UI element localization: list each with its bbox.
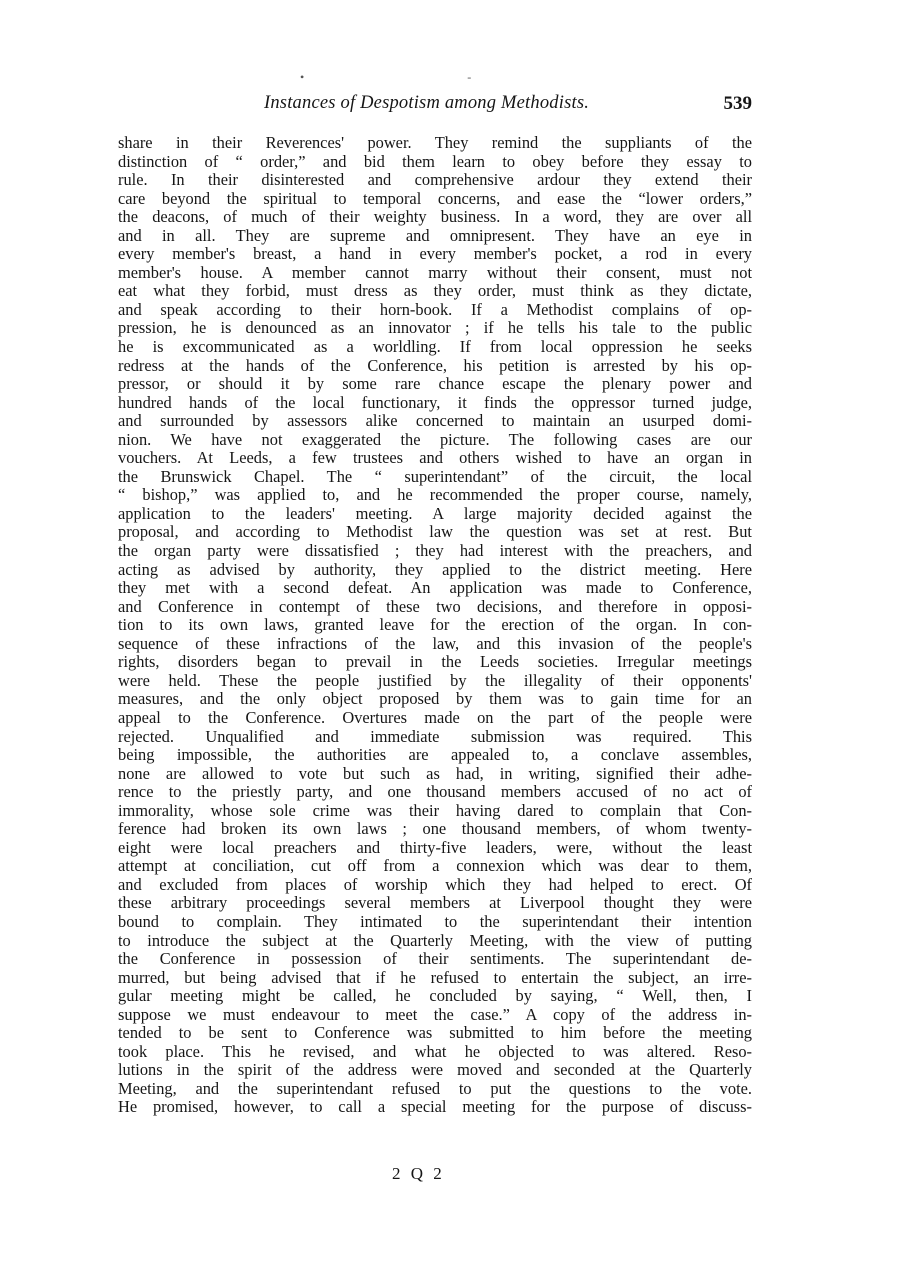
text-line: the organ party were dissatisfied ; they had interest with the preachers, and (118, 542, 752, 561)
signature-mark: 2 Q 2 (392, 1164, 445, 1183)
text-line: measures, and the only object proposed by them was to gain time for an (118, 690, 752, 709)
text-line: he is excommunicated as a worldling. If from local oppression he seeks (118, 338, 752, 357)
text-line: the Brunswick Chapel. The “ superintendant” of the circuit, the local (118, 467, 752, 486)
text-line: were held. These the people justified by the illegality of their opponents' (118, 671, 752, 690)
running-title: Instances of Despotism among Methodists. (264, 93, 590, 113)
text-line: proposal, and according to Methodist law the question was set at rest. But (118, 523, 752, 542)
text-line: to introduce the subject at the Quarterly Meeting, with the view of putting (118, 931, 752, 950)
text-line: attempt at conciliation, cut off from a connexion which was dear to them, (118, 857, 752, 876)
text-line: member's house. A member cannot marry without their consent, must not (118, 263, 752, 282)
text-line: nion. We have not exaggerated the picture. The following cases are our (118, 430, 752, 449)
text-line: redress at the hands of the Conference, his petition is arrested by his op- (118, 356, 752, 375)
text-line: gular meeting might be called, he concluded by saying, “ Well, then, I (118, 987, 752, 1006)
text-line: and speak according to their horn-book. If a Methodist complains of op- (118, 300, 752, 319)
text-line: tended to be sent to Conference was submitted to him before the meeting (118, 1024, 752, 1043)
text-line: and surrounded by assessors alike concerned to maintain an usurped domi- (118, 412, 752, 431)
text-line: rejected. Unqualified and immediate submission was required. This (118, 727, 752, 746)
text-line: ference had broken its own laws ; one thousand members, of whom twenty- (118, 820, 752, 839)
text-line: vouchers. At Leeds, a few trustees and others wished to have an organ in (118, 449, 752, 468)
text-line: pression, he is denounced as an innovator ; if he tells his tale to the public (118, 319, 752, 338)
text-line: lutions in the spirit of the address were moved and seconded at the Quarterly (118, 1061, 752, 1080)
text-line: murred, but being advised that if he refused to entertain the subject, an irre- (118, 968, 752, 987)
text-line: rights, disorders began to prevail in the Leeds societies. Irregular meetings (118, 653, 752, 672)
text-line: tion to its own laws, granted leave for the erection of the organ. In con- (118, 616, 752, 635)
text-line: these arbitrary proceedings several members at Liverpool thought they were (118, 894, 752, 913)
text-line: distinction of “ order,” and bid them learn to obey before they essay to (118, 152, 752, 171)
text-line: sequence of these infractions of the law, and this invasion of the people's (118, 634, 752, 653)
text-line: He promised, however, to call a special meeting for the purpose of discuss- (118, 1098, 752, 1117)
text-line: bound to complain. They intimated to the superintendant their intention (118, 912, 752, 931)
text-line: none are allowed to vote but such as had, in writing, signified their adhe- (118, 764, 752, 783)
text-line: “ bishop,” was applied to, and he recommended the proper course, namely, (118, 486, 752, 505)
text-line: eat what they forbid, must dress as they order, must think as they dictate, (118, 282, 752, 301)
text-line: being impossible, the authorities are appealed to, a conclave assembles, (118, 746, 752, 765)
text-line: they met with a second defeat. An application was made to Conference, (118, 579, 752, 598)
text-line: and excluded from places of worship which they had helped to erect. Of (118, 875, 752, 894)
text-line: care beyond the spiritual to temporal concerns, and ease the “lower orders,” (118, 189, 752, 208)
text-line: immorality, whose sole crime was their having dared to complain that Con- (118, 801, 752, 820)
text-line: the Conference in possession of their sentiments. The superintendant de- (118, 950, 752, 969)
text-line: and in all. They are supreme and omnipresent. They have an eye in (118, 226, 752, 245)
text-line: application to the leaders' meeting. A large majority decided against the (118, 504, 752, 523)
text-line: pressor, or should it by some rare chance escape the plenary power and (118, 375, 752, 394)
running-head (118, 93, 752, 119)
text-line: suppose we must endeavour to meet the case.” A copy of the address in- (118, 1005, 752, 1024)
text-line: share in their Reverences' power. They remind the suppliants of the (118, 134, 752, 152)
text-line: every member's breast, a hand in every member's pocket, a rod in every (118, 245, 752, 264)
top-printer-marks: • ‐ (300, 70, 552, 84)
text-line: and Conference in contempt of these two decisions, and therefore in opposi- (118, 597, 752, 616)
text-line: hundred hands of the local functionary, it finds the oppressor turned judge, (118, 393, 752, 412)
text-line: Meeting, and the superintendant refused to put the questions to the vote. (118, 1079, 752, 1098)
text-line: rule. In their disinterested and comprehensive ardour they extend their (118, 171, 752, 190)
text-line: appeal to the Conference. Overtures made on the part of the people were (118, 708, 752, 727)
text-line: rence to the priestly party, and one thousand members accused of no act of (118, 783, 752, 802)
text-line: acting as advised by authority, they applied to the district meeting. Here (118, 560, 752, 579)
text-line: the deacons, of much of their weighty business. In a word, they are over all (118, 208, 752, 227)
text-line: eight were local preachers and thirty-five leaders, were, without the least (118, 838, 752, 857)
body-text (118, 134, 752, 1117)
text-line: took place. This he revised, and what he objected to was altered. Reso- (118, 1042, 752, 1061)
page-number: 539 (723, 93, 752, 114)
